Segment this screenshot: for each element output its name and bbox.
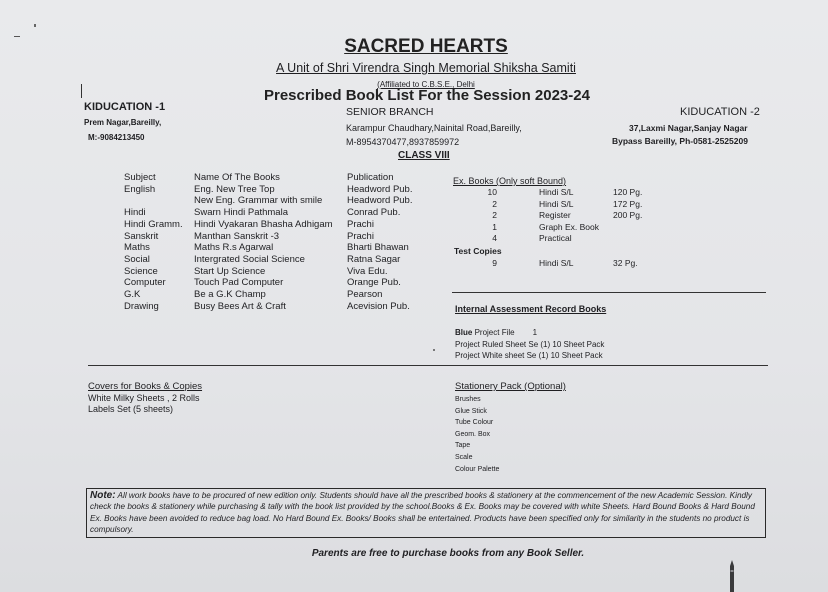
internal-assessment-list — [455, 327, 604, 362]
list-item — [453, 222, 663, 234]
subject-cell: Hindi Gramm. — [124, 218, 183, 230]
stationery-title: Stationery Pack (Optional) — [455, 381, 566, 392]
unit-line: A Unit of Shri Virendra Singh Memorial Shiksha Samiti — [276, 61, 576, 75]
list-item — [453, 233, 663, 245]
internal-assessment-title: Internal Assessment Record Books — [455, 304, 607, 314]
book-cell: Hindi Vyakaran Bhasha Adhigam — [194, 218, 333, 230]
table-row — [124, 242, 447, 254]
test-qty: 9 — [492, 258, 497, 268]
table-row — [124, 184, 447, 196]
table-row — [124, 254, 447, 266]
ex-kind: Register — [539, 210, 571, 221]
project-file-qty: 1 — [532, 328, 538, 337]
ex-qty: 2 — [492, 210, 497, 221]
books-table — [124, 172, 447, 312]
book-name-header: Name Of The Books — [194, 172, 280, 183]
publication-header: Publication — [347, 172, 394, 183]
book-cell: Intergrated Social Science — [194, 253, 305, 265]
subject-cell: Computer — [124, 277, 166, 289]
subject-cell: G.K — [124, 289, 141, 301]
subject-cell — [124, 195, 194, 207]
list-item: Tube Colour — [455, 419, 494, 427]
list-title: Prescribed Book List For the Session 2023-24 — [264, 87, 590, 104]
publication-cell: Headword Pub. — [347, 183, 413, 195]
center-branch-phone: M-8954370477,8937859972 — [346, 137, 460, 147]
right-branch-name: KIDUCATION -2 — [680, 106, 760, 118]
ex-qty: 1 — [492, 221, 497, 232]
subject-cell: Drawing — [124, 300, 159, 312]
school-name: SACRED HEARTS — [344, 36, 508, 57]
ex-qty: 4 — [492, 233, 497, 244]
book-cell: Be a G.K Champ — [194, 289, 266, 301]
publication-cell: Viva Edu. — [347, 265, 388, 277]
ex-pages: 172 Pg. — [613, 198, 643, 209]
divider — [452, 292, 766, 293]
table-row — [124, 266, 447, 278]
ex-kind: Graph Ex. Book — [539, 221, 600, 232]
subject-header: Subject — [124, 172, 156, 183]
publication-cell: Ratna Sagar — [347, 253, 401, 265]
test-kind: Hindi S/L — [539, 258, 574, 268]
subject-cell: Social — [124, 253, 150, 265]
book-cell: Manthan Sanskrit -3 — [194, 230, 280, 242]
book-cell: Eng. New Tree Top — [194, 183, 275, 195]
list-item — [453, 187, 663, 199]
right-branch-phone: Bypass Bareilly, Ph-0581-2525209 — [612, 136, 748, 146]
table-row — [124, 207, 447, 219]
publication-cell: Prachi — [347, 230, 374, 242]
list-item: Tape — [455, 442, 471, 450]
subject-cell: Hindi — [124, 207, 146, 219]
list-item: Project Ruled Sheet Se (1) 10 Sheet Pack — [455, 339, 605, 349]
list-item: Scale — [455, 453, 473, 461]
right-branch-address: 37,Laxmi Nagar,Sanjay Nagar — [629, 123, 748, 133]
book-cell: New Eng. Grammar with smile — [194, 195, 323, 207]
divider — [88, 365, 768, 366]
footer-message: Parents are free to purchase books from any Book Seller. — [311, 548, 585, 559]
book-cell: Touch Pad Computer — [194, 277, 284, 289]
book-cell: Start Up Science — [194, 265, 266, 277]
list-item — [455, 327, 604, 339]
subject-cell: Science — [124, 265, 158, 277]
blue-label: Blue — [455, 328, 473, 337]
ex-qty: 10 — [487, 187, 497, 197]
list-item: Glue Stick — [455, 407, 487, 415]
project-file-label: Project File — [472, 328, 515, 337]
note-text: All work books have to be procured of new edition only. Students should have all the prescribed books & stationery at the commencement of the new Academic Session. Kindly check the books & stationery while purchasing & tally with the book list provided by the school.Books & Ex. Books may be covered with white Sheets. Hard Bound Books & Hard Bound Ex. Books have been avoided to reduce bag load. No Hard Bound Ex. Books/ Books shall be entertained. Products have been specified only for similarity in the students no product is compulsory. — [90, 491, 755, 534]
list-item: White Milky Sheets , 2 Rolls — [88, 393, 200, 403]
covers-title: Covers for Books & Copies — [88, 381, 203, 392]
subject-cell: English — [124, 183, 156, 195]
class-label: CLASS VIII — [398, 150, 450, 161]
pen-icon — [728, 560, 736, 592]
publication-cell: Prachi — [347, 218, 374, 230]
center-branch-name: SENIOR BRANCH — [346, 106, 434, 118]
ex-kind: Practical — [539, 233, 572, 244]
table-row — [124, 301, 447, 313]
ex-pages — [613, 222, 663, 234]
affiliation: (Affiliated to C.B.S.E., Delhi — [377, 80, 475, 89]
ex-qty: 2 — [492, 198, 497, 209]
book-cell: Maths R.s Agarwal — [194, 242, 274, 254]
ex-pages: 120 Pg. — [613, 187, 643, 197]
center-branch-address: Karampur Chaudhary,Nainital Road,Bareilly, — [346, 123, 522, 133]
list-item: Geom. Box — [455, 430, 491, 438]
left-branch-name: KIDUCATION -1 — [84, 101, 166, 113]
table-row — [124, 277, 447, 289]
covers-list — [88, 393, 200, 416]
paper-mark — [34, 24, 36, 27]
publication-cell: Conrad Pub. — [347, 207, 401, 219]
test-copies-label: Test Copies — [454, 246, 502, 256]
publication-cell: Headword Pub. — [347, 195, 413, 207]
book-cell: Busy Bees Art & Craft — [194, 300, 286, 312]
left-branch-address: Prem Nagar,Bareilly, — [84, 118, 162, 127]
table-row — [124, 195, 447, 207]
pen-mark — [81, 84, 82, 98]
left-branch-phone: M:-9084213450 — [88, 133, 145, 142]
list-item: Colour Palette — [455, 465, 500, 473]
test-pages: 32 Pg. — [613, 258, 638, 268]
publication-cell: Pearson — [347, 289, 383, 301]
list-item: Project White sheet Se (1) 10 Sheet Pack — [455, 351, 603, 360]
books-table-header — [124, 172, 447, 184]
list-item: Brushes — [455, 396, 481, 403]
note-box — [86, 488, 766, 538]
publication-cell: Orange Pub. — [347, 277, 401, 289]
subject-cell: Maths — [124, 242, 150, 254]
ex-kind: Hindi S/L — [539, 187, 574, 197]
subject-cell: Sanskrit — [124, 230, 159, 242]
table-row — [124, 219, 447, 231]
list-item — [453, 199, 663, 211]
list-item — [453, 210, 663, 222]
ex-books-title: Ex. Books (Only soft Bound) — [453, 176, 567, 186]
ex-pages: 200 Pg. — [613, 210, 643, 221]
publication-cell: Bharti Bhawan — [347, 242, 409, 254]
list-item: Labels Set (5 sheets) — [88, 404, 174, 415]
paper-mark — [433, 349, 435, 351]
test-copies-row — [453, 258, 663, 268]
ex-books-list — [453, 187, 663, 245]
note-label: Note: — [90, 490, 116, 501]
table-row — [124, 289, 447, 301]
stationery-list — [455, 394, 499, 475]
ex-pages — [613, 233, 663, 245]
ex-kind: Hindi S/L — [539, 198, 574, 209]
book-cell: Swarn Hindi Pathmala — [194, 207, 288, 219]
publication-cell: Acevision Pub. — [347, 300, 410, 312]
table-row — [124, 231, 447, 243]
